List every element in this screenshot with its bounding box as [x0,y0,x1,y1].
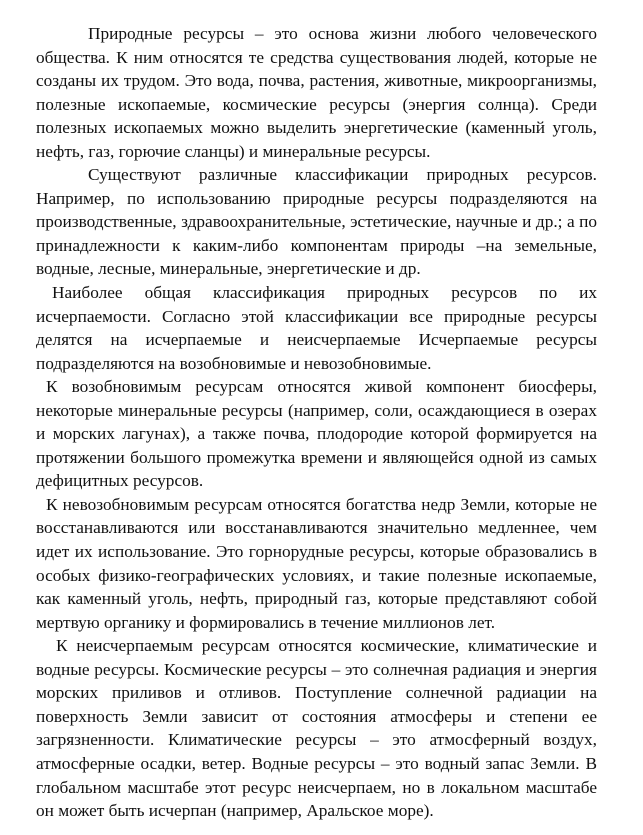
document-body [36,22,597,823]
paragraph-non-renewable: К невозобновимым ресурсам относятся богатства недр Земли, которые не восстанавливаются или восстанавливаются значительно медленнее, чем идет их использование. Это горнорудные ресурсы, которые образовались в особых физико-географических условиях, и такие полезные ископаемые, как каменный уголь, нефть, природный газ, которые представляют собой мертвую органику и формировались в течение миллионов лет. [36,494,597,632]
paragraph-classifications: Существуют различные классификации природных ресурсов. Например, по использованию природные ресурсы подразделяются на производственные, здравоохранительные, эстетические, научные и др.; а по принадлежности к каким-либо компонентам природы –на земельные, водные, лесные, минеральные, энергетические и др. [36,165,597,279]
paragraph-exhaustibility: Наиболее общая классификация природных ресурсов по их исчерпаемости. Согласно этой классификации все природные ресурсы делятся на исчерпаемые и неисчерпаемые Исчерпаемые ресурсы подразделяются на возобновимые и невозобновимые. [36,283,597,373]
paragraph-inexhaustible: К неисчерпаемым ресурсам относятся космические, климатические и водные ресурсы. Космические ресурсы – это солнечная радиация и энергия морских приливов и отливов. Поступление солнечной радиации на поверхность Земли зависит от состояния атмосферы и степени ее загрязненности. Климатические ресурсы – это атмосферный воздух, атмосферные осадки, ветер. Водные ресурсы – это водный запас Земли. В глобальном масштабе этот ресурс неисчерпаем, но в локальном масштабе он может быть исчерпан (например, Аральское море). [36,636,597,821]
paragraph-natural-resources-intro: Природные ресурсы – это основа жизни любого человеческого общества. К ним относятся те средства существования людей, которые не созданы их трудом. Это вода, почва, растения, животные, микроорганизмы, полезные ископаемые, космические ресурсы (энергия солнца). Среди полезных ископаемых можно выделить энергетические (каменный уголь, нефть, газ, горючие сланцы) и минеральные ресурсы. [36,24,597,161]
paragraph-renewable: К возобновимым ресурсам относятся живой компонент биосферы, некоторые минеральные ресурсы (например, соли, осаждающиеся в озерах и морских лагунах), а также почва, плодородие которой формируется на протяжении большого промежутка времени и являющейся одной из самых дефицитных ресурсов. [36,377,597,491]
